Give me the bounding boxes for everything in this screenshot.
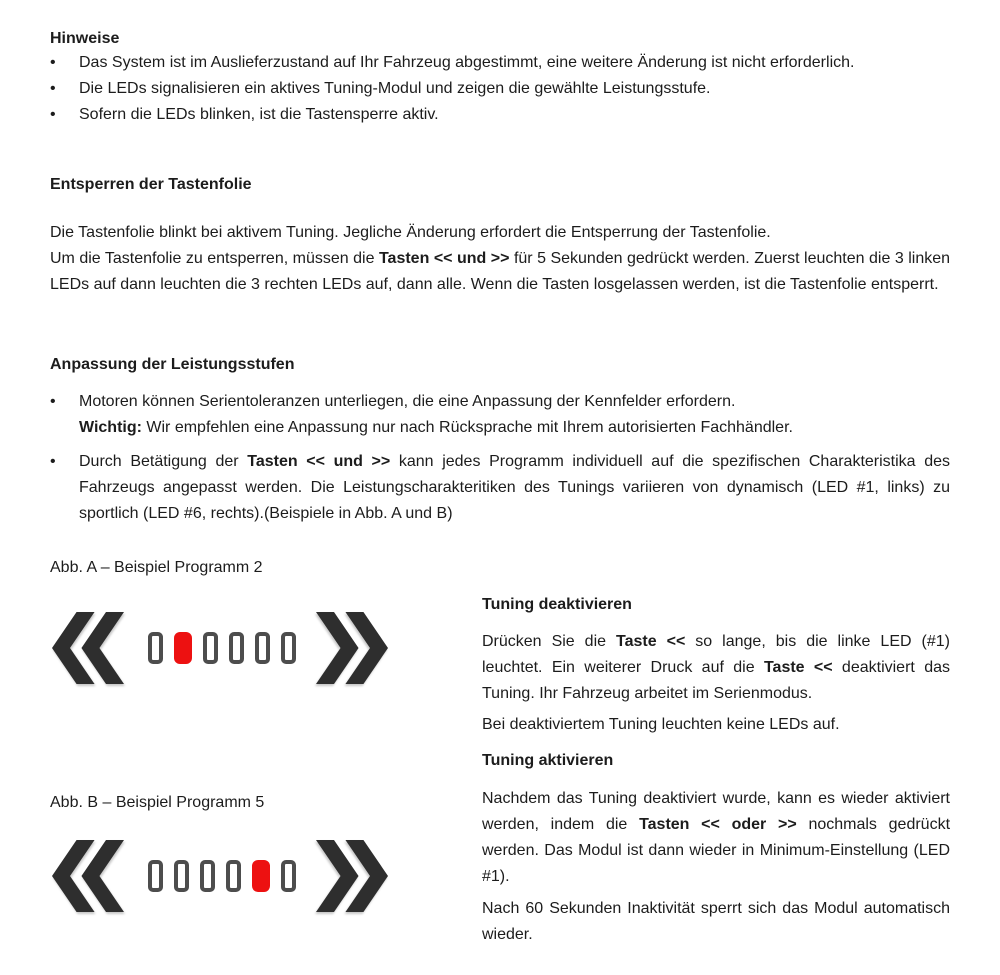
tuning-deaktivieren-paragraph-2: Bei deaktiviertem Tuning leuchten keine LEDs auf. [482,716,840,733]
bullet-marker: • [50,54,56,71]
figure-a-led-display [52,612,388,684]
figure-a-caption: Abb. A – Beispiel Programm 2 [50,559,263,576]
hinweise-heading: Hinweise [50,30,120,47]
anpassung-bullet-list [50,389,950,527]
led-inactive [148,632,163,664]
entsperren-paragraph-2: Um die Tastenfolie zu entsperren, müssen die Tasten << und >> für 5 Sekunden gedrückt werden. Zuerst leuchten die 3 linken LEDs auf dann leuchten die 3 rechten LEDs auf, dann alle. Wenn die Tasten losgelassen werden, ist die Tastenfolie entsperrt. [50,250,951,293]
list-item [50,389,950,441]
led-inactive [281,860,296,892]
led-active [174,632,192,664]
double-chevron-right-icon [316,612,388,684]
led-active [252,860,270,892]
bullet-marker: • [50,393,56,410]
led-inactive [174,860,189,892]
list-item-text: Durch Betätigung der Tasten << und >> kann jedes Programm individuell auf die spezifischen Charakteristika des Fahrzeugs angepasst werden. Die Leistungscharakteritiken des Tunings variieren von dynamisch (LED #1, links) zu sportlich (LED #6, rechts).(Beispiele in Abb. A und B) [79,453,950,522]
list-item-text: Sofern die LEDs blinken, ist die Tastensperre aktiv. [79,106,439,123]
tuning-aktivieren-paragraph-2: Nach 60 Sekunden Inaktivität sperrt sich das Modul automatisch wieder. [482,900,950,943]
tuning-deaktivieren-heading: Tuning deaktivieren [482,596,632,613]
entsperren-paragraph-1: Die Tastenfolie blinkt bei aktivem Tuning. Jegliche Änderung erfordert die Entsperrung der Tastenfolie. [50,224,771,241]
led-inactive [148,860,163,892]
double-chevron-left-icon [52,612,124,684]
led-indicator-row [148,632,296,664]
led-inactive [226,860,241,892]
entsperren-heading: Entsperren der Tastenfolie [50,176,252,193]
list-item [50,102,950,128]
tuning-aktivieren-heading: Tuning aktivieren [482,752,614,769]
led-inactive [281,632,296,664]
led-inactive [203,632,218,664]
figure-b-led-display [52,840,388,912]
led-inactive [200,860,215,892]
tuning-aktivieren-paragraph-1: Nachdem das Tuning deaktiviert wurde, kann es wieder aktiviert werden, indem die Tasten << oder >> nochmals gedrückt werden. Das Modul ist dann wieder in Minimum-Einstellung (LED #1). [482,790,951,885]
tuning-deaktivieren-paragraph-1: Drücken Sie die Taste << so lange, bis die linke LED (#1) leuchtet. Ein weiterer Druck auf die Taste << deaktiviert das Tuning. Ihr Fahrzeug arbeitet im Serienmodus. [482,633,950,702]
double-chevron-right-icon [316,840,388,912]
hinweise-bullet-list [50,50,950,128]
list-item-text: Die LEDs signalisieren ein aktives Tuning-Modul und zeigen die gewählte Leistungsstufe. [79,80,711,97]
bullet-marker: • [50,453,56,470]
led-inactive [229,632,244,664]
bullet-marker: • [50,80,56,97]
double-chevron-left-icon [52,840,124,912]
list-item [50,50,950,76]
list-item-text: Das System ist im Auslieferzustand auf Ihr Fahrzeug abgestimmt, eine weitere Änderung ist nicht erforderlich. [79,54,855,71]
list-item [50,76,950,102]
figure-b-caption: Abb. B – Beispiel Programm 5 [50,794,265,811]
list-item [50,449,950,527]
anpassung-heading: Anpassung der Leistungsstufen [50,356,295,373]
led-indicator-row [148,860,296,892]
bullet-marker: • [50,106,56,123]
led-inactive [255,632,270,664]
list-item-text: Motoren können Serientoleranzen unterliegen, die eine Anpassung der Kennfelder erfordern. Wichtig: Wir empfehlen eine Anpassung nur nach Rücksprache mit Ihrem autorisierten Fachhändler. [79,393,793,436]
